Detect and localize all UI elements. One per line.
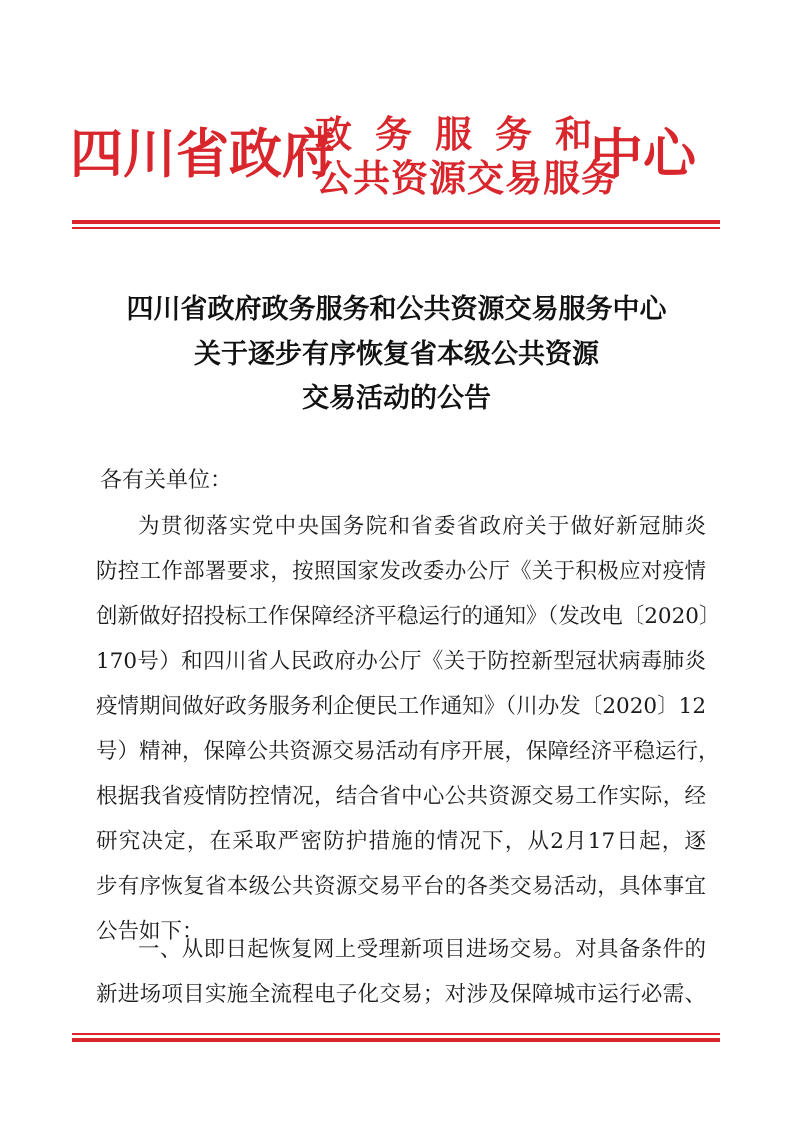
paragraph-line: 疫情期间做好政务服务利企便民工作通知》（川办发〔2020〕12 (96, 694, 706, 719)
letterhead-middle-bottom: 公共资源交易服务 (315, 156, 619, 200)
paragraph-line: 新进场项目实施全流程电子化交易；对涉及保障城市运行必需、 (96, 982, 706, 1007)
paragraph-line: 根据我省疫情防控情况，结合省中心公共资源交易工作实际，经 (96, 784, 706, 809)
paragraph-line: 公告如下： (96, 919, 204, 944)
footer-rule-thin (72, 1033, 720, 1035)
letterhead (70, 114, 720, 204)
paragraph-line: 号）精神，保障公共资源交易活动有序开展，保障经济平稳运行， (96, 739, 720, 764)
paragraph-line: 防控工作部署要求，按照国家发改委办公厅《关于积极应对疫情 (96, 559, 706, 584)
letterhead-right: 中心 (590, 123, 696, 185)
letterhead-middle-top: 政务服务和 (315, 112, 615, 156)
paragraph-line: 创新做好招投标工作保障经济平稳运行的通知》（发改电〔2020〕 (96, 604, 721, 629)
paragraph-line: 研究决定，在采取严密防护措施的情况下，从2月17日起，逐 (96, 829, 706, 854)
paragraph-line: 170号）和四川省人民政府办公厅《关于防控新型冠状病毒肺炎 (96, 649, 706, 674)
letterhead-left: 四川省政府 (70, 123, 335, 185)
paragraph-line: 一、从即日起恢复网上受理新项目进场交易。对具备条件的 (138, 937, 706, 962)
footer-rule-thick (72, 1038, 720, 1042)
header-rule-thick (72, 220, 720, 224)
paragraph-line: 为贯彻落实党中央国务院和省委省政府关于做好新冠肺炎 (138, 514, 706, 539)
salutation: 各有关单位： (100, 468, 233, 493)
header-rule-thin (72, 227, 720, 229)
document-title-line-3: 交易活动的公告 (302, 383, 491, 414)
document-title-line-2: 关于逐步有序恢复省本级公共资源 (194, 339, 599, 370)
document-title-line-1: 四川省政府政务服务和公共资源交易服务中心 (126, 294, 667, 325)
paragraph-line: 步有序恢复省本级公共资源交易平台的各类交易活动，具体事宜 (96, 874, 706, 899)
